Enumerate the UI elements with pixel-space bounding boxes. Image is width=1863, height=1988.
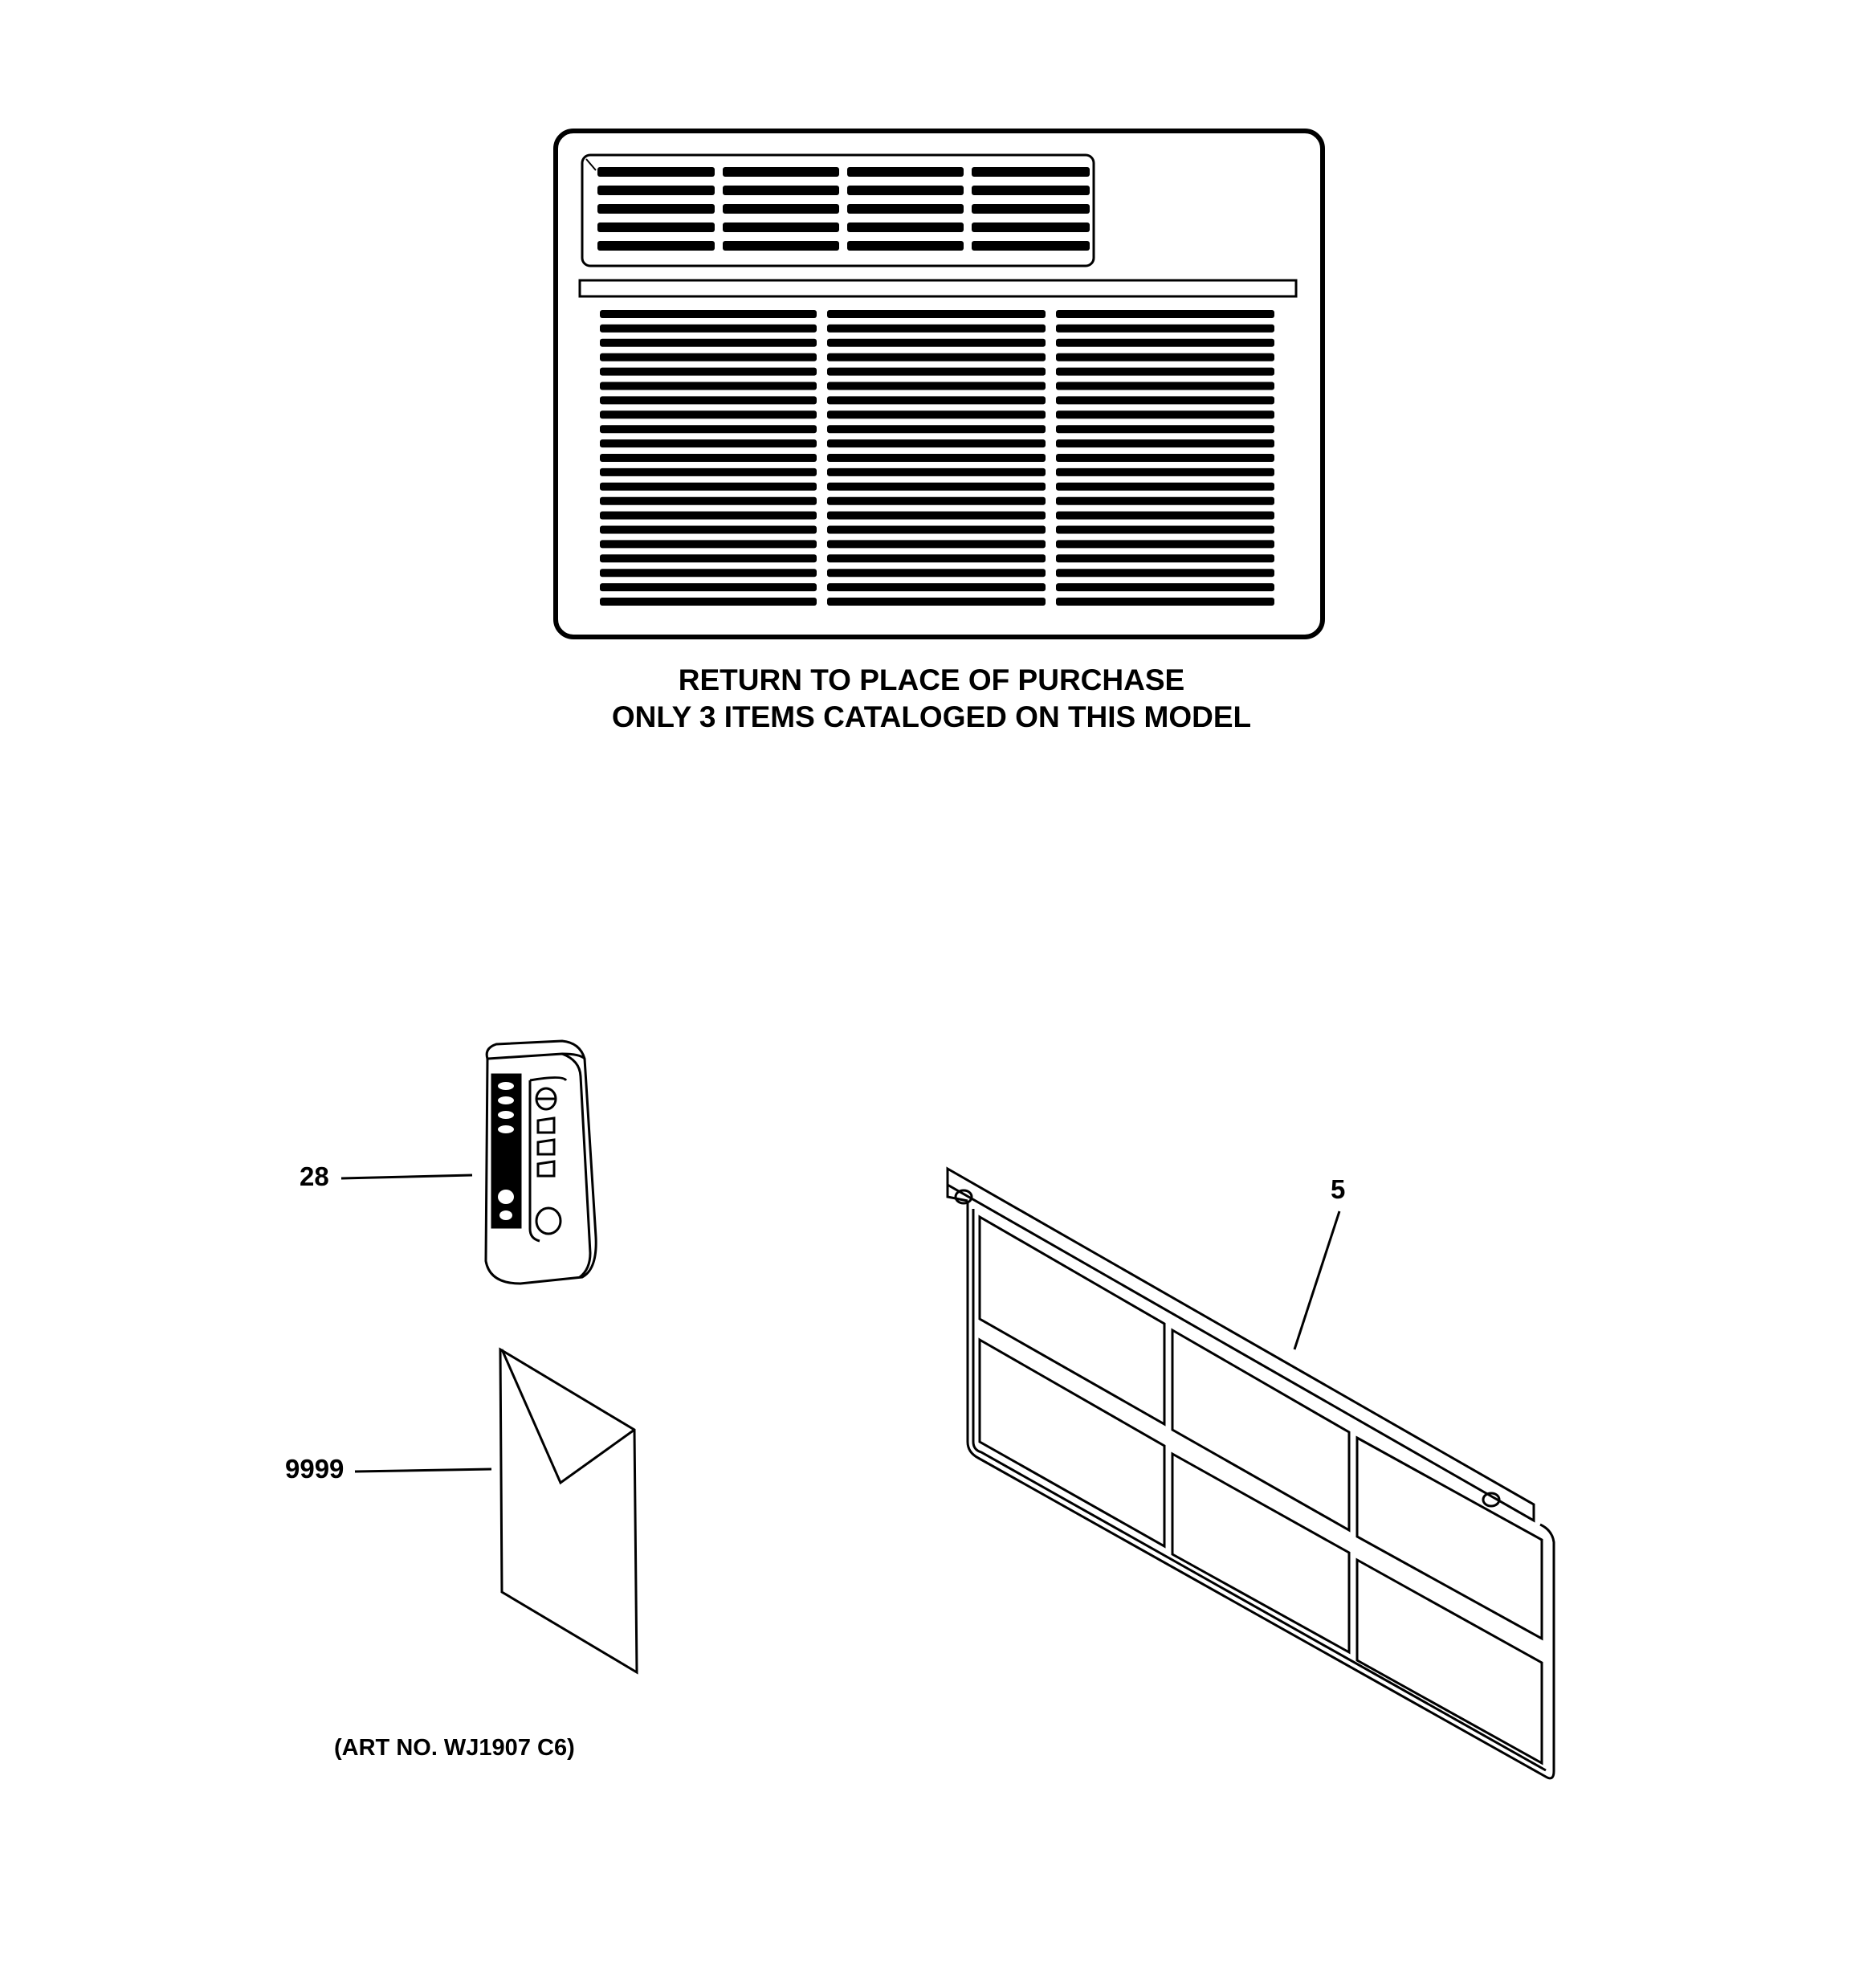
louver-slat xyxy=(1056,368,1274,376)
louver-slat xyxy=(723,204,839,214)
louver-slat xyxy=(1056,554,1274,562)
literature-envelope xyxy=(500,1349,637,1672)
louver-slat xyxy=(723,222,839,232)
louver-slat xyxy=(827,325,1046,333)
louver-slat xyxy=(827,425,1046,433)
louver-slat xyxy=(600,526,817,534)
louver-slat xyxy=(723,167,839,177)
louver-slat xyxy=(600,310,817,318)
louver-slat xyxy=(1056,540,1274,548)
louver-slat xyxy=(1056,598,1274,606)
louver-slat xyxy=(847,222,964,232)
louver-slat xyxy=(827,353,1046,361)
art-number: (ART NO. WJ1907 C6) xyxy=(334,1735,575,1761)
louver-slat xyxy=(597,204,715,214)
louver-slat xyxy=(600,339,817,347)
louver-slat xyxy=(600,483,817,491)
louver-slat xyxy=(1056,569,1274,577)
louver-slat xyxy=(827,483,1046,491)
air-conditioner-front xyxy=(556,131,1323,637)
louver-slat xyxy=(847,241,964,251)
remote-control xyxy=(486,1041,596,1284)
caption-line-1: RETURN TO PLACE OF PURCHASE xyxy=(678,663,1185,696)
louver-slat xyxy=(827,569,1046,577)
louver-slat xyxy=(1056,410,1274,418)
louver-slat xyxy=(600,454,817,462)
louver-slat xyxy=(600,325,817,333)
filter-panel xyxy=(1357,1560,1542,1763)
louver-slat xyxy=(827,526,1046,534)
louver-slat xyxy=(600,468,817,476)
louver-slat xyxy=(1056,325,1274,333)
remote-button xyxy=(538,1140,554,1154)
louver-slat xyxy=(1056,425,1274,433)
louver-slat xyxy=(1056,512,1274,520)
callout-line-9999 xyxy=(355,1469,491,1472)
louver-slat xyxy=(1056,439,1274,447)
remote-power-button xyxy=(536,1208,561,1234)
louver-slat xyxy=(597,222,715,232)
louver-slat xyxy=(600,353,817,361)
louver-slat xyxy=(827,310,1046,318)
louver-slat xyxy=(827,439,1046,447)
louver-slat xyxy=(597,186,715,195)
air-filter xyxy=(948,1169,1554,1778)
louver-slat xyxy=(600,598,817,606)
louver-slat xyxy=(827,468,1046,476)
louver-slat xyxy=(827,540,1046,548)
louver-slat xyxy=(1056,583,1274,591)
louver-slat xyxy=(827,368,1046,376)
lower-louvers xyxy=(600,310,1274,606)
louver-slat xyxy=(827,512,1046,520)
louver-slat xyxy=(827,454,1046,462)
louver-slat xyxy=(1056,310,1274,318)
callout-line-5 xyxy=(1294,1211,1339,1349)
callout-label-9999: 9999 xyxy=(285,1454,344,1484)
louver-slat xyxy=(827,339,1046,347)
louver-slat xyxy=(972,186,1090,195)
louver-slat xyxy=(1056,497,1274,505)
louver-slat xyxy=(600,439,817,447)
louver-slat xyxy=(597,167,715,177)
louver-slat xyxy=(1056,396,1274,404)
filter-panel xyxy=(1357,1438,1542,1639)
louver-slat xyxy=(972,204,1090,214)
louver-slat xyxy=(972,222,1090,232)
louver-slat xyxy=(600,512,817,520)
louver-slat xyxy=(827,396,1046,404)
callout-label-28: 28 xyxy=(300,1161,329,1191)
louver-slat xyxy=(972,241,1090,251)
louver-slat xyxy=(847,186,964,195)
louver-slat xyxy=(600,368,817,376)
louver-slat xyxy=(847,204,964,214)
louver-slat xyxy=(847,167,964,177)
louver-slat xyxy=(1056,353,1274,361)
louver-slat xyxy=(600,410,817,418)
louver-slat xyxy=(600,425,817,433)
louver-slat xyxy=(600,583,817,591)
louver-slat xyxy=(827,554,1046,562)
remote-button xyxy=(538,1161,554,1176)
louver-slat xyxy=(827,497,1046,505)
louver-slat xyxy=(1056,468,1274,476)
filter-panel xyxy=(1172,1454,1349,1652)
louver-slat xyxy=(827,583,1046,591)
louver-slat xyxy=(1056,526,1274,534)
louver-slat xyxy=(827,410,1046,418)
louver-slat xyxy=(600,497,817,505)
louver-slat xyxy=(600,396,817,404)
louver-slat xyxy=(827,382,1046,390)
louver-slat xyxy=(972,167,1090,177)
upper-louvers xyxy=(597,167,1090,251)
callout-line-28 xyxy=(341,1175,472,1178)
caption-line-2: ONLY 3 ITEMS CATALOGED ON THIS MODEL xyxy=(611,700,1252,733)
louver-slat xyxy=(600,554,817,562)
divider-bar xyxy=(580,280,1296,296)
filter-panel xyxy=(1172,1330,1349,1530)
louver-slat xyxy=(600,569,817,577)
remote-button xyxy=(538,1118,554,1133)
louver-slat xyxy=(600,382,817,390)
louver-slat xyxy=(1056,483,1274,491)
callout-label-5: 5 xyxy=(1331,1174,1346,1204)
louver-slat xyxy=(723,241,839,251)
louver-slat xyxy=(723,186,839,195)
louver-slat xyxy=(600,540,817,548)
louver-slat xyxy=(1056,382,1274,390)
louver-slat xyxy=(1056,454,1274,462)
louver-slat xyxy=(827,598,1046,606)
louver-slat xyxy=(1056,339,1274,347)
louver-slat xyxy=(597,241,715,251)
